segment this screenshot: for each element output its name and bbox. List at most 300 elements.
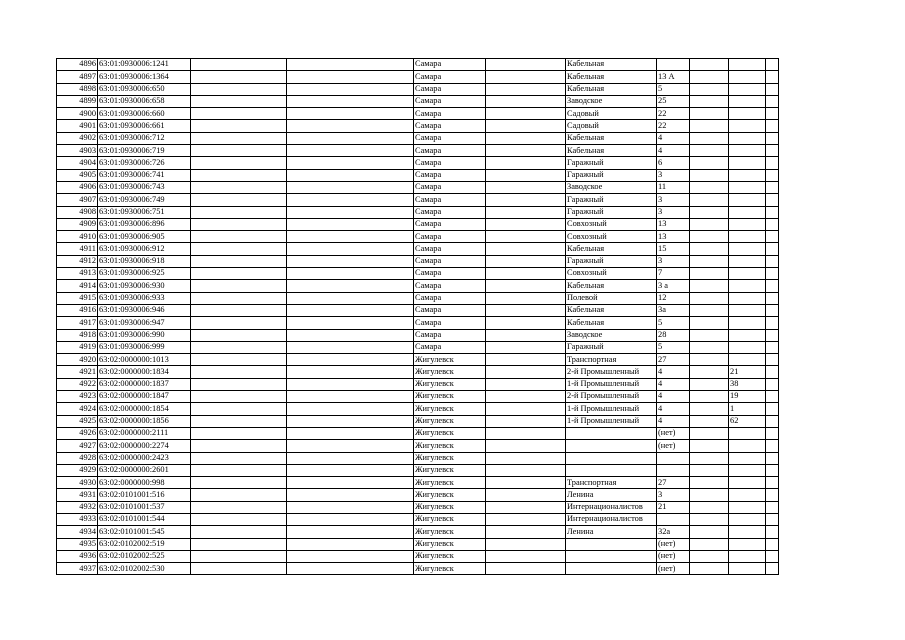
cadastral-number-cell: 63:01:0930006:719 [98, 145, 191, 157]
table-row [57, 329, 779, 341]
empty-cell [690, 489, 729, 501]
empty-cell [486, 71, 566, 83]
empty-cell [690, 415, 729, 427]
empty-cell [766, 243, 779, 255]
city-cell: Самара [414, 71, 486, 83]
house-number-cell: 5 [657, 83, 690, 95]
empty-cell [287, 464, 414, 476]
empty-cell [766, 169, 779, 181]
street-cell [566, 452, 657, 464]
house-number-cell: 3 [657, 206, 690, 218]
building-number-cell [729, 71, 766, 83]
cadastral-number-cell: 63:01:0930006:918 [98, 255, 191, 267]
city-cell: Самара [414, 255, 486, 267]
street-cell [566, 538, 657, 550]
street-cell: Заводское [566, 95, 657, 107]
table-row [57, 132, 779, 144]
empty-cell [766, 59, 779, 71]
street-cell: Кабельная [566, 132, 657, 144]
empty-cell [287, 145, 414, 157]
empty-cell [486, 83, 566, 95]
empty-cell [287, 83, 414, 95]
empty-cell [486, 95, 566, 107]
empty-cell [690, 354, 729, 366]
house-number-cell: 22 [657, 120, 690, 132]
building-number-cell [729, 489, 766, 501]
house-number-cell: 3 [657, 194, 690, 206]
building-number-cell [729, 513, 766, 525]
building-number-cell [729, 440, 766, 452]
building-number-cell [729, 194, 766, 206]
empty-cell [766, 415, 779, 427]
house-number-cell: 4 [657, 403, 690, 415]
cadastral-number-cell: 63:02:0000000:1837 [98, 378, 191, 390]
city-cell: Самара [414, 231, 486, 243]
empty-cell [690, 108, 729, 120]
empty-cell [486, 366, 566, 378]
street-cell [566, 550, 657, 562]
house-number-cell: 28 [657, 329, 690, 341]
city-cell: Жигулевск [414, 464, 486, 476]
empty-cell [191, 206, 287, 218]
building-number-cell [729, 329, 766, 341]
empty-cell [287, 120, 414, 132]
table-row [57, 378, 779, 390]
row-number-cell: 4927 [57, 440, 98, 452]
row-number-cell: 4924 [57, 403, 98, 415]
empty-cell [287, 71, 414, 83]
house-number-cell: 3а [657, 304, 690, 316]
table-row [57, 145, 779, 157]
house-number-cell: (нет) [657, 427, 690, 439]
empty-cell [191, 83, 287, 95]
cadastral-number-cell: 63:02:0000000:1854 [98, 403, 191, 415]
empty-cell [191, 292, 287, 304]
row-number-cell: 4898 [57, 83, 98, 95]
city-cell: Жигулевск [414, 452, 486, 464]
empty-cell [486, 378, 566, 390]
empty-cell [486, 132, 566, 144]
empty-cell [766, 145, 779, 157]
empty-cell [191, 477, 287, 489]
row-number-cell: 4926 [57, 427, 98, 439]
empty-cell [766, 231, 779, 243]
house-number-cell: (нет) [657, 440, 690, 452]
empty-cell [766, 477, 779, 489]
street-cell [566, 563, 657, 575]
cadastral-number-cell: 63:01:0930006:933 [98, 292, 191, 304]
cadastral-number-cell: 63:01:0930006:1364 [98, 71, 191, 83]
empty-cell [287, 268, 414, 280]
cadastral-number-cell: 63:01:0930006:999 [98, 341, 191, 353]
table-row [57, 181, 779, 193]
empty-cell [191, 366, 287, 378]
table-row [57, 231, 779, 243]
empty-cell [486, 268, 566, 280]
empty-cell [191, 329, 287, 341]
cadastral-number-cell: 63:02:0000000:2111 [98, 427, 191, 439]
building-number-cell [729, 231, 766, 243]
empty-cell [766, 366, 779, 378]
house-number-cell: 13 [657, 218, 690, 230]
row-number-cell: 4929 [57, 464, 98, 476]
empty-cell [287, 280, 414, 292]
cadastral-number-cell: 63:01:0930006:650 [98, 83, 191, 95]
empty-cell [766, 255, 779, 267]
table-row [57, 526, 779, 538]
empty-cell [690, 341, 729, 353]
city-cell: Самара [414, 83, 486, 95]
street-cell: Садовый [566, 120, 657, 132]
row-number-cell: 4931 [57, 489, 98, 501]
house-number-cell: 32а [657, 526, 690, 538]
street-cell: Совхозный [566, 218, 657, 230]
building-number-cell [729, 132, 766, 144]
empty-cell [766, 354, 779, 366]
table-row [57, 83, 779, 95]
empty-cell [766, 440, 779, 452]
empty-cell [690, 378, 729, 390]
row-number-cell: 4904 [57, 157, 98, 169]
house-number-cell: (нет) [657, 538, 690, 550]
cadastral-number-cell: 63:01:0930006:749 [98, 194, 191, 206]
house-number-cell: 15 [657, 243, 690, 255]
empty-cell [287, 132, 414, 144]
empty-cell [287, 255, 414, 267]
empty-cell [287, 194, 414, 206]
empty-cell [486, 231, 566, 243]
row-number-cell: 4919 [57, 341, 98, 353]
house-number-cell: 25 [657, 95, 690, 107]
building-number-cell [729, 255, 766, 267]
empty-cell [766, 452, 779, 464]
building-number-cell [729, 501, 766, 513]
table-row [57, 268, 779, 280]
empty-cell [766, 341, 779, 353]
empty-cell [766, 501, 779, 513]
street-cell: Кабельная [566, 243, 657, 255]
row-number-cell: 4902 [57, 132, 98, 144]
empty-cell [191, 280, 287, 292]
empty-cell [287, 452, 414, 464]
table-row [57, 120, 779, 132]
empty-cell [486, 341, 566, 353]
empty-cell [191, 317, 287, 329]
row-number-cell: 4920 [57, 354, 98, 366]
row-number-cell: 4897 [57, 71, 98, 83]
street-cell: Интернационалистов [566, 513, 657, 525]
building-number-cell [729, 477, 766, 489]
empty-cell [766, 513, 779, 525]
empty-cell [191, 440, 287, 452]
city-cell: Жигулевск [414, 538, 486, 550]
empty-cell [766, 317, 779, 329]
row-number-cell: 4925 [57, 415, 98, 427]
row-number-cell: 4922 [57, 378, 98, 390]
table-row [57, 341, 779, 353]
row-number-cell: 4896 [57, 59, 98, 71]
city-cell: Жигулевск [414, 526, 486, 538]
empty-cell [486, 391, 566, 403]
building-number-cell [729, 145, 766, 157]
empty-cell [486, 489, 566, 501]
empty-cell [486, 206, 566, 218]
empty-cell [287, 329, 414, 341]
row-number-cell: 4909 [57, 218, 98, 230]
street-cell: Кабельная [566, 59, 657, 71]
empty-cell [690, 169, 729, 181]
building-number-cell [729, 464, 766, 476]
house-number-cell: 27 [657, 477, 690, 489]
empty-cell [287, 427, 414, 439]
cadastral-number-cell: 63:02:0102002:525 [98, 550, 191, 562]
empty-cell [690, 255, 729, 267]
cadastral-number-cell: 63:02:0000000:1847 [98, 391, 191, 403]
building-number-cell [729, 108, 766, 120]
city-cell: Самара [414, 292, 486, 304]
empty-cell [287, 341, 414, 353]
empty-cell [191, 132, 287, 144]
empty-cell [191, 95, 287, 107]
empty-cell [191, 550, 287, 562]
empty-cell [191, 231, 287, 243]
table-row [57, 501, 779, 513]
cadastral-number-cell: 63:01:0930006:912 [98, 243, 191, 255]
empty-cell [486, 415, 566, 427]
row-number-cell: 4930 [57, 477, 98, 489]
empty-cell [766, 304, 779, 316]
building-number-cell [729, 563, 766, 575]
empty-cell [486, 427, 566, 439]
empty-cell [191, 452, 287, 464]
empty-cell [287, 181, 414, 193]
building-number-cell [729, 427, 766, 439]
empty-cell [287, 206, 414, 218]
empty-cell [766, 218, 779, 230]
street-cell: Садовый [566, 108, 657, 120]
cadastral-number-cell: 63:02:0102002:530 [98, 563, 191, 575]
city-cell: Жигулевск [414, 489, 486, 501]
table-row [57, 452, 779, 464]
house-number-cell: 4 [657, 378, 690, 390]
row-number-cell: 4934 [57, 526, 98, 538]
row-number-cell: 4928 [57, 452, 98, 464]
city-cell: Жигулевск [414, 378, 486, 390]
empty-cell [690, 268, 729, 280]
table-row [57, 304, 779, 316]
table-row [57, 194, 779, 206]
empty-cell [766, 206, 779, 218]
house-number-cell: 3 [657, 169, 690, 181]
table-row [57, 59, 779, 71]
table-row [57, 550, 779, 562]
table-row [57, 477, 779, 489]
house-number-cell: (нет) [657, 550, 690, 562]
empty-cell [690, 83, 729, 95]
empty-cell [690, 71, 729, 83]
empty-cell [690, 563, 729, 575]
empty-cell [766, 526, 779, 538]
house-number-cell: 3 [657, 489, 690, 501]
empty-cell [690, 440, 729, 452]
house-number-cell: 22 [657, 108, 690, 120]
empty-cell [191, 513, 287, 525]
empty-cell [690, 304, 729, 316]
table-row [57, 108, 779, 120]
row-number-cell: 4905 [57, 169, 98, 181]
table-row [57, 243, 779, 255]
house-number-cell: 4 [657, 366, 690, 378]
city-cell: Самара [414, 206, 486, 218]
empty-cell [191, 181, 287, 193]
cadastral-number-cell: 63:01:0930006:990 [98, 329, 191, 341]
table-row [57, 280, 779, 292]
empty-cell [690, 501, 729, 513]
empty-cell [690, 145, 729, 157]
empty-cell [486, 59, 566, 71]
row-number-cell: 4933 [57, 513, 98, 525]
city-cell: Жигулевск [414, 391, 486, 403]
empty-cell [690, 181, 729, 193]
city-cell: Жигулевск [414, 563, 486, 575]
empty-cell [287, 440, 414, 452]
building-number-cell [729, 354, 766, 366]
street-cell: Заводское [566, 329, 657, 341]
empty-cell [766, 489, 779, 501]
city-cell: Жигулевск [414, 550, 486, 562]
street-cell: Гаражный [566, 341, 657, 353]
cadastral-number-cell: 63:02:0000000:1856 [98, 415, 191, 427]
street-cell: Полевой [566, 292, 657, 304]
empty-cell [690, 95, 729, 107]
table-row [57, 317, 779, 329]
empty-cell [486, 452, 566, 464]
table-body [57, 59, 779, 575]
cadastral-number-cell: 63:02:0101001:516 [98, 489, 191, 501]
empty-cell [191, 157, 287, 169]
table-row [57, 440, 779, 452]
empty-cell [287, 563, 414, 575]
empty-cell [766, 538, 779, 550]
row-number-cell: 4901 [57, 120, 98, 132]
row-number-cell: 4936 [57, 550, 98, 562]
house-number-cell: 13 [657, 231, 690, 243]
table-row [57, 366, 779, 378]
row-number-cell: 4923 [57, 391, 98, 403]
street-cell: 1-й Промышленный [566, 403, 657, 415]
row-number-cell: 4918 [57, 329, 98, 341]
empty-cell [287, 354, 414, 366]
empty-cell [191, 71, 287, 83]
street-cell: Кабельная [566, 304, 657, 316]
empty-cell [287, 95, 414, 107]
building-number-cell [729, 169, 766, 181]
street-cell [566, 464, 657, 476]
house-number-cell: 21 [657, 501, 690, 513]
empty-cell [191, 243, 287, 255]
building-number-cell [729, 317, 766, 329]
empty-cell [766, 95, 779, 107]
building-number-cell [729, 181, 766, 193]
empty-cell [486, 280, 566, 292]
street-cell: Заводское [566, 181, 657, 193]
empty-cell [766, 280, 779, 292]
empty-cell [287, 292, 414, 304]
building-number-cell [729, 83, 766, 95]
empty-cell [287, 169, 414, 181]
empty-cell [766, 132, 779, 144]
row-number-cell: 4935 [57, 538, 98, 550]
empty-cell [690, 132, 729, 144]
building-number-cell [729, 157, 766, 169]
city-cell: Жигулевск [414, 477, 486, 489]
empty-cell [766, 120, 779, 132]
empty-cell [766, 563, 779, 575]
row-number-cell: 4900 [57, 108, 98, 120]
empty-cell [690, 317, 729, 329]
empty-cell [287, 391, 414, 403]
empty-cell [486, 526, 566, 538]
building-number-cell [729, 341, 766, 353]
empty-cell [766, 181, 779, 193]
street-cell: Кабельная [566, 83, 657, 95]
empty-cell [766, 378, 779, 390]
table-row [57, 71, 779, 83]
house-number-cell: 13 А [657, 71, 690, 83]
empty-cell [191, 391, 287, 403]
city-cell: Самара [414, 268, 486, 280]
empty-cell [766, 403, 779, 415]
street-cell: 2-й Промышленный [566, 366, 657, 378]
table-row [57, 354, 779, 366]
cadastral-number-cell: 63:01:0930006:751 [98, 206, 191, 218]
table-row [57, 538, 779, 550]
city-cell: Самара [414, 218, 486, 230]
empty-cell [486, 403, 566, 415]
city-cell: Жигулевск [414, 440, 486, 452]
empty-cell [191, 403, 287, 415]
street-cell: Совхозный [566, 268, 657, 280]
empty-cell [486, 538, 566, 550]
empty-cell [690, 452, 729, 464]
empty-cell [690, 403, 729, 415]
table-row [57, 218, 779, 230]
building-number-cell [729, 218, 766, 230]
row-number-cell: 4906 [57, 181, 98, 193]
building-number-cell [729, 243, 766, 255]
street-cell: Гаражный [566, 194, 657, 206]
row-number-cell: 4912 [57, 255, 98, 267]
row-number-cell: 4932 [57, 501, 98, 513]
city-cell: Самара [414, 120, 486, 132]
row-number-cell: 4937 [57, 563, 98, 575]
empty-cell [690, 59, 729, 71]
cadastral-number-cell: 63:01:0930006:658 [98, 95, 191, 107]
street-cell: Гаражный [566, 255, 657, 267]
empty-cell [191, 169, 287, 181]
city-cell: Самара [414, 329, 486, 341]
empty-cell [287, 317, 414, 329]
cadastral-number-cell: 63:01:0930006:925 [98, 268, 191, 280]
street-cell: 2-й Промышленный [566, 391, 657, 403]
row-number-cell: 4914 [57, 280, 98, 292]
city-cell: Жигулевск [414, 427, 486, 439]
empty-cell [766, 427, 779, 439]
table-row [57, 464, 779, 476]
empty-cell [766, 108, 779, 120]
building-number-cell [729, 452, 766, 464]
city-cell: Самара [414, 169, 486, 181]
